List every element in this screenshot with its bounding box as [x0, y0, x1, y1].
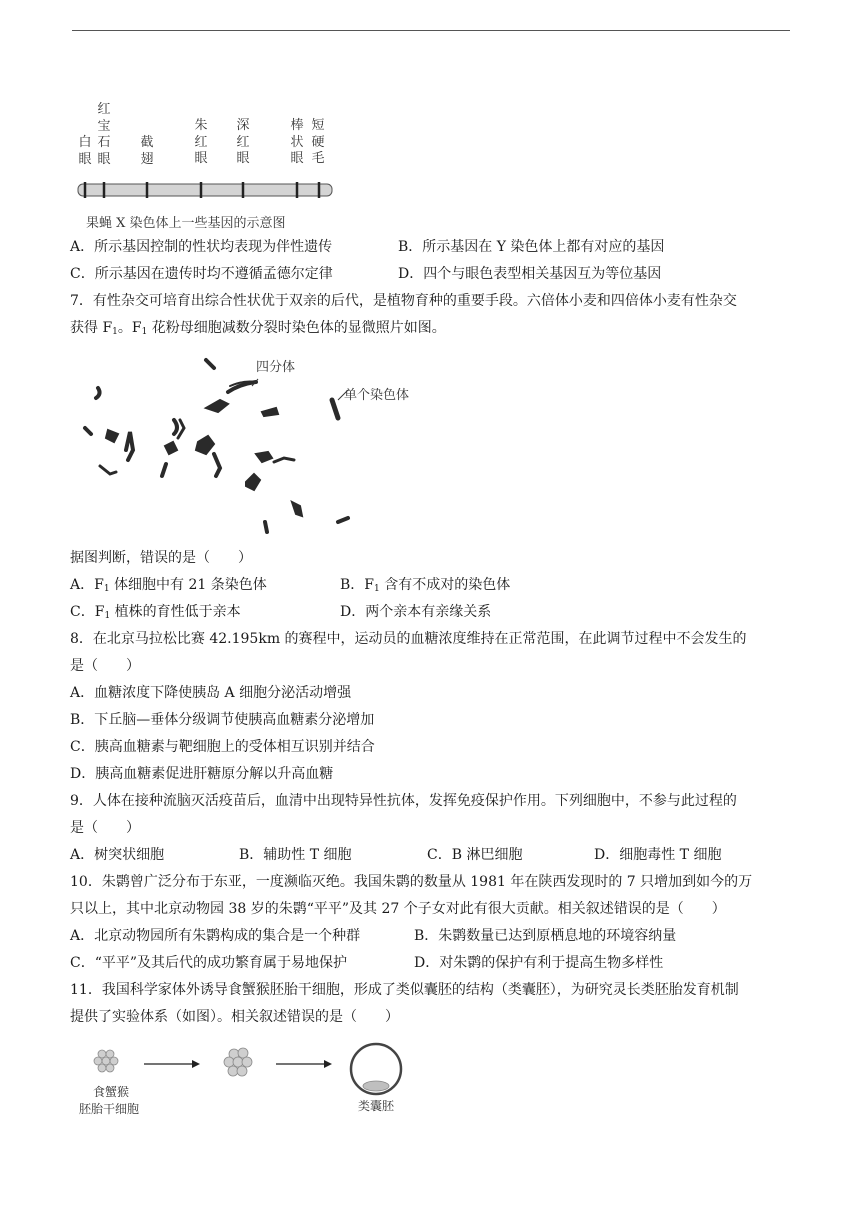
label-monkey: 食蟹猴	[93, 1085, 130, 1099]
q7-question: 据图判断，错误的是（ ）	[70, 550, 252, 566]
gene-label-short-bristle: 短硬毛	[311, 118, 325, 166]
label-single-chromosome: 单个染色体	[344, 388, 410, 403]
q10-option-a: A．北京动物园所有朱鹮构成的集合是一个种群	[70, 928, 361, 944]
label-tetrad: 四分体	[256, 360, 296, 375]
q9-option-d: D．细胞毒性 T 细胞	[594, 847, 722, 863]
q8-stem-line1: 8．在北京马拉松比赛 42.195km 的赛程中，运动员的血糖浓度维持在正常范围，在此调节过程中不会发生的	[70, 631, 747, 647]
q11-stem-line1: 11．我国科学家体外诱导食蟹猴胚胎干细胞，形成了类似囊胚的结构（类囊胚），为研究灵长类胚胎发育机制	[70, 982, 739, 998]
q9-option-a: A．树突状细胞	[70, 847, 165, 863]
q8-stem-line2: 是（ ）	[70, 658, 140, 674]
gene-label-garnet-eye: 深红眼	[236, 118, 250, 166]
q6-option-d: D．四个与眼色表型相关基因互为等位基因	[398, 266, 662, 282]
q6-option-c: C．所示基因在遗传时均不遵循孟德尔定律	[70, 266, 333, 282]
header-rule	[72, 30, 790, 31]
q7-stem-line2: 获得 $F_1$。$F_1$ 花粉母细胞减数分裂时染色体的显微照片如图。	[70, 320, 446, 337]
q9-stem-line2: 是（ ）	[70, 820, 140, 836]
q6-option-a: A．所示基因控制的性状均表现为伴性遗传	[70, 239, 333, 255]
gene-label-white-eye: 白眼	[78, 135, 92, 167]
gene-label-ruby-eye: 红宝石眼	[97, 102, 111, 167]
label-blastoid: 类囊胚	[358, 1099, 395, 1113]
q10-option-b: B．朱鹮数量已达到原栖息地的环境容纳量	[414, 928, 677, 944]
figure-caption: 果蝇 X 染色体上一些基因的示意图	[86, 216, 286, 231]
q7-stem-line1: 7．有性杂交可培育出综合性状优于双亲的后代，是植物育种的重要手段。六倍体小麦和四倍体小麦有性杂交	[70, 293, 737, 309]
q9-option-b: B．辅助性 T 细胞	[239, 847, 352, 863]
q8-option-a: A．血糖浓度下降使胰岛 A 细胞分泌活动增强	[70, 685, 352, 701]
q6-option-b: B．所示基因在 Y 染色体上都有对应的基因	[398, 239, 665, 255]
q10-stem-line2: 只以上，其中北京动物园 38 岁的朱鹮“平平”及其 27 个子女对此有很大贡献。相关叙述错误的是（ ）	[70, 901, 726, 917]
micrograph-image	[70, 350, 430, 540]
q10-option-c: C．“平平”及其后代的成功繁育属于易地保护	[70, 955, 348, 971]
q8-option-d: D．胰高血糖素促进肝糖原分解以升高血糖	[70, 766, 334, 782]
q7-option-a: A．$F_1$ 体细胞中有 21 条染色体	[70, 577, 267, 594]
chromosome-bar	[72, 180, 342, 202]
q8-option-b: B．下丘脑—垂体分级调节使胰高血糖素分泌增加	[70, 712, 375, 728]
q7-option-b: B．$F_1$ 含有不成对的染色体	[340, 577, 511, 594]
q9-option-c: C．B 淋巴细胞	[427, 847, 523, 863]
label-embryonic-stem-cell: 胚胎干细胞	[79, 1102, 140, 1116]
q10-option-d: D．对朱鹮的保护有利于提高生物多样性	[414, 955, 664, 971]
q11-stem-line2: 提供了实验体系（如图）。相关叙述错误的是（ ）	[70, 1009, 399, 1025]
q7-option-d: D．两个亲本有亲缘关系	[340, 604, 492, 620]
q9-stem-line1: 9．人体在接种流脑灭活疫苗后，血清中出现特异性抗体，发挥免疫保护作用。下列细胞中，不参与此过程的	[70, 793, 737, 809]
gene-label-bar-eye: 棒状眼	[290, 118, 304, 166]
q7-option-c: C．$F_1$ 植株的育性低于亲本	[70, 604, 241, 621]
gene-label-vermilion-eye: 朱红眼	[194, 118, 208, 166]
gene-label-cut-wing: 截翅	[140, 135, 154, 167]
q10-stem-line1: 10．朱鹮曾广泛分布于东亚，一度濒临灭绝。我国朱鹮的数量从 1981 年在陕西发现时的 7 只增加到如今的万	[70, 874, 753, 890]
q8-option-c: C．胰高血糖素与靶细胞上的受体相互识别并结合	[70, 739, 375, 755]
